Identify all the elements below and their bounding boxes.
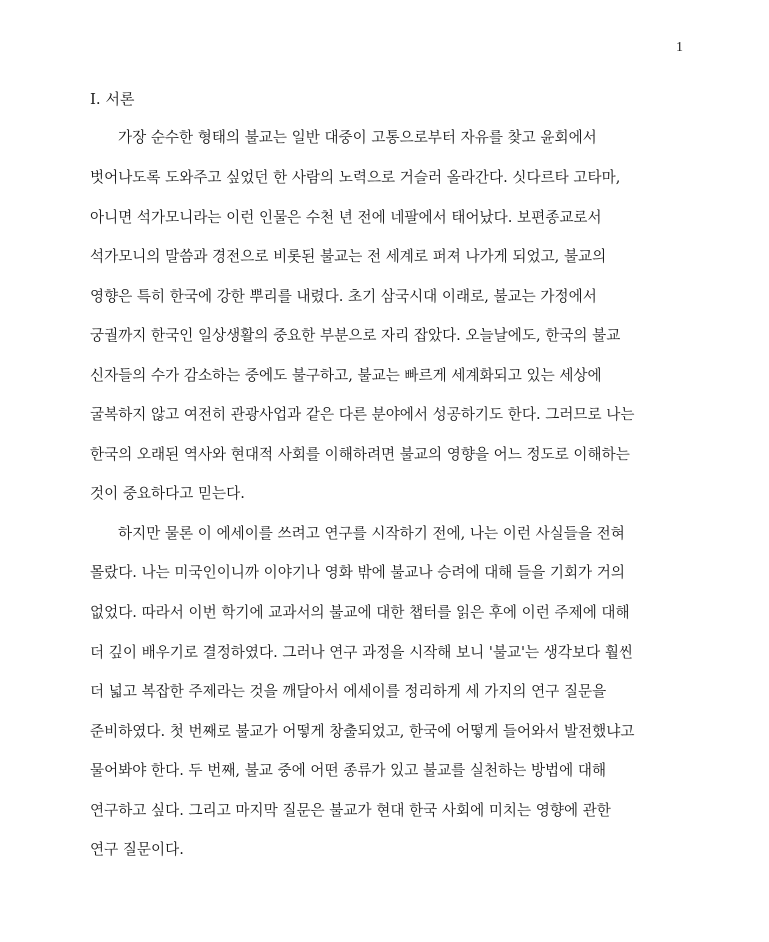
body-line: 것이 중요하다고 믿는다. — [90, 485, 245, 502]
body-line: 석가모니의 말씀과 경전으로 비롯된 불교는 전 세계로 퍼져 나가게 되었고, 불교의 — [90, 248, 607, 265]
body-line: 굴복하지 않고 여전히 관광사업과 같은 다른 분야에서 성공하기도 한다. 그러므로 나는 — [90, 406, 635, 423]
body-line: 물어봐야 한다. 두 번째, 불교 중에 어떤 종류가 있고 불교를 실천하는 방법에 대해 — [90, 762, 607, 779]
page-number: 1 — [676, 40, 683, 55]
body-line: 하지만 물론 이 에세이를 쓰려고 연구를 시작하기 전에, 나는 이런 사실들을 전혀 — [118, 525, 625, 542]
body-line: 연구하고 싶다. 그리고 마지막 질문은 불교가 현대 한국 사회에 미치는 영향에 관한 — [90, 802, 611, 819]
body-line: 아니면 석가모니라는 이런 인물은 수천 년 전에 네팔에서 태어났다. 보편종교로서 — [90, 209, 602, 226]
body-line: 신자들의 수가 감소하는 중에도 불구하고, 불교는 빠르게 세계화되고 있는 세상에 — [90, 367, 602, 384]
body-line: 준비하였다. 첫 번째로 불교가 어떻게 창출되었고, 한국에 어떻게 들어와서 발전했냐고 — [90, 723, 635, 740]
body-line: 연구 질문이다. — [90, 841, 184, 858]
body-line: 벗어나도록 도와주고 싶었던 한 사람의 노력으로 거슬러 올라간다. 싯다르타 고타마, — [90, 169, 621, 186]
body-line: 없었다. 따라서 이번 학기에 교과서의 불교에 대한 챕터를 읽은 후에 이런 주제에 대해 — [90, 604, 630, 621]
section-heading: I. 서론 — [90, 90, 135, 108]
body-line: 더 깊이 배우기로 결정하였다. 그러나 연구 과정을 시작해 보니 '불교'는 생각보다 훨씬 — [90, 644, 634, 661]
body-line: 영향은 특히 한국에 강한 뿌리를 내렸다. 초기 삼국시대 이래로, 불교는 가정에서 — [90, 288, 597, 305]
body-line: 가장 순수한 형태의 불교는 일반 대중이 고통으로부터 자유를 찾고 윤회에서 — [118, 129, 597, 146]
body-line: 더 넓고 복잡한 주제라는 것을 깨달아서 에세이를 정리하게 세 가지의 연구 질문을 — [90, 683, 607, 700]
body-line: 몰랐다. 나는 미국인이니까 이야기나 영화 밖에 불교나 승려에 대해 들을 기회가 거의 — [90, 564, 625, 581]
body-line: 한국의 오래된 역사와 현대적 사회를 이해하려면 불교의 영향을 어느 정도로 이해하는 — [90, 446, 630, 463]
body-line: 궁궐까지 한국인 일상생활의 중요한 부분으로 자리 잡았다. 오늘날에도, 한국의 불교 — [90, 327, 621, 344]
